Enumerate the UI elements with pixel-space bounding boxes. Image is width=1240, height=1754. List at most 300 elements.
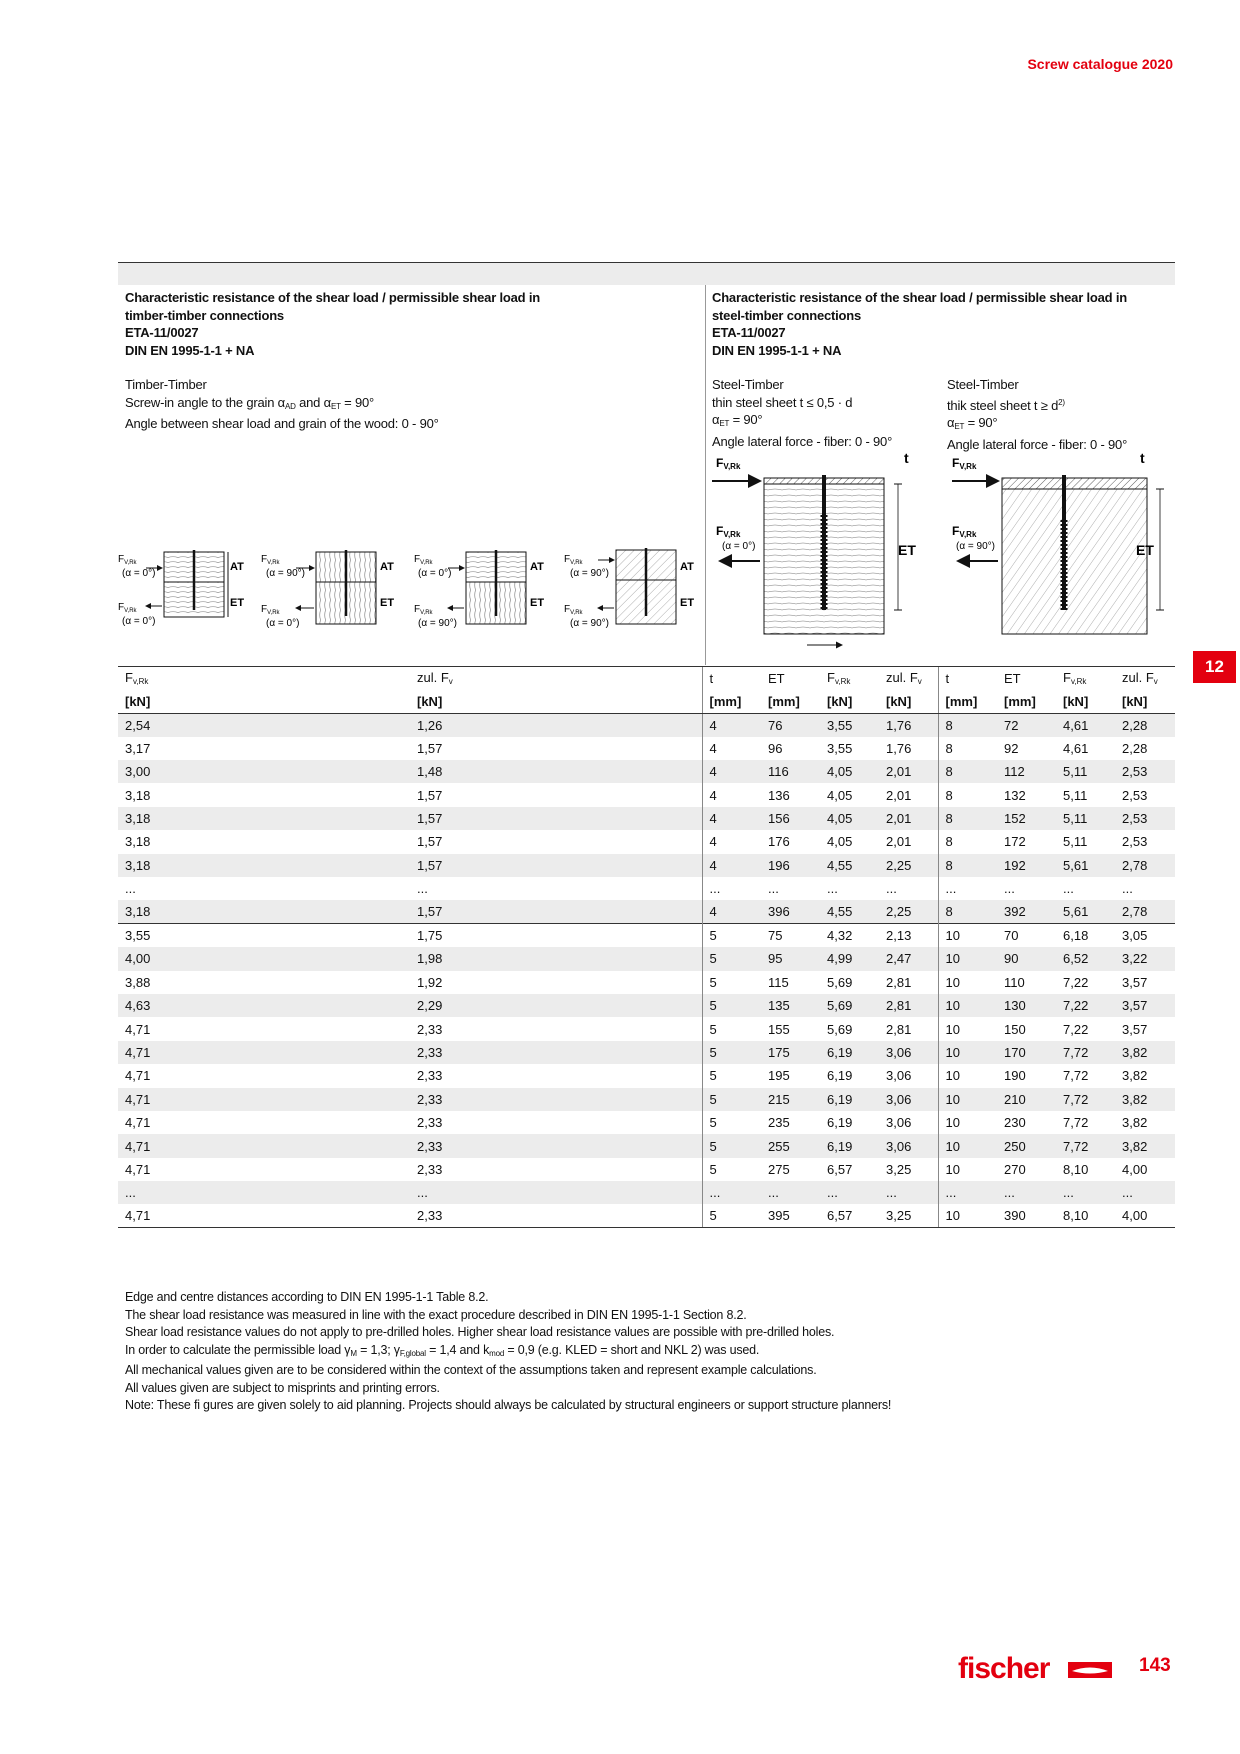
note-6: All values given are subject to misprints and printing errors. (125, 1380, 440, 1395)
table-cell: 3,88 (125, 974, 151, 990)
table-cell: 6,52 (1056, 947, 1115, 970)
table-cell: 5 (702, 971, 761, 994)
unit-cell: [kN] (410, 690, 702, 713)
table-cell: 10 (938, 971, 997, 994)
table-cell: 1,57 (417, 834, 443, 850)
table-cell: 255 (761, 1134, 820, 1157)
thin-sheet-case: Steel-Timber thin steel sheet t ≤ 0,5 · d $\alpha_{ET} = 90^\circ$ Angle lateral force - fiber: 0 - 90° (712, 377, 893, 449)
table-cell: 10 (938, 1111, 997, 1134)
table-cell: 5,11 (1063, 834, 1088, 850)
table-cell: 130 (997, 994, 1056, 1017)
table-cell: 2,29 (410, 994, 702, 1017)
table-cell: 3,55 (118, 924, 410, 947)
table-cell: 4 (702, 900, 761, 923)
table-cell: ... (938, 1181, 997, 1204)
left-screw-angle: Screw-in angle to the grain $\alpha_{AD}$ and $\alpha_{ET} = 90^\circ$ (125, 394, 375, 411)
table-cell: 4,55 (820, 854, 879, 877)
table-cell: 5,11 (1063, 787, 1088, 803)
table-cell: 4 (702, 760, 761, 783)
table-cell: 6,57 (827, 1161, 853, 1177)
table-cell: 4,71 (125, 1115, 151, 1131)
table-cell: ... (1122, 881, 1133, 897)
left-angle-line: Angle between shear load and grain of the wood: 0 - 90° (125, 416, 439, 431)
table-cell: 10 (938, 1017, 997, 1040)
svg-text:FV,Rk: $F_{V,Rk}$ (564, 554, 583, 566)
table-cell: 2,33 (410, 1134, 702, 1157)
table-cell: 2,53 (1122, 834, 1148, 850)
table-cell: 210 (997, 1088, 1056, 1111)
table-cell: 5 (702, 1158, 761, 1181)
unit-cell: [mm] (997, 690, 1056, 713)
table-cell: 7,22 (1063, 974, 1089, 990)
table-row (118, 1111, 1175, 1134)
table-cell: 116 (761, 760, 820, 783)
table-cell: 90 (997, 947, 1056, 970)
table-row (118, 877, 1175, 900)
table-cell: 250 (997, 1134, 1056, 1157)
table-row (118, 1088, 1175, 1111)
table-cell: 230 (1004, 1115, 1026, 1131)
table-cell: 3,17 (125, 740, 151, 756)
table-cell: 5 (702, 1204, 761, 1227)
svg-text:(α = 0°): (α = 0°) (418, 568, 452, 579)
table-cell: 3,82 (1122, 1068, 1148, 1084)
shear-load-table (118, 666, 1175, 1228)
right-din: DIN EN 1995-1-1 + NA (712, 342, 842, 358)
column-header: ET (761, 667, 820, 690)
svg-text:AT: AT (230, 561, 244, 573)
table-cell: 6,57 (820, 1204, 879, 1227)
table-cell: 2,01 (886, 834, 912, 850)
note-7: Note: These fi gures are given solely to aid planning. Projects should always be calculated by structural engineers or support structure planners! (125, 1398, 892, 1412)
svg-text:(α = 90°): (α = 90°) (956, 541, 995, 552)
table-cell: 7,72 (1063, 1115, 1089, 1131)
note-1: Edge and centre distances according to DIN EN 1995-1-1 Table 8.2. (125, 1290, 489, 1304)
table-cell: 4 (702, 737, 761, 760)
unit-cell: [mm] (702, 690, 761, 713)
table-cell: 392 (997, 900, 1056, 923)
table-cell: 175 (761, 1041, 820, 1064)
table-cell: 4,61 (1063, 740, 1089, 756)
unit-cell: [kN] (879, 690, 938, 713)
table-cell: 7,72 (1056, 1041, 1115, 1064)
table-cell: 10 (938, 1134, 997, 1157)
svg-text:(α = 90°): (α = 90°) (570, 568, 609, 579)
table-unit-row (118, 690, 1175, 713)
table-row (118, 900, 1175, 923)
table-cell: 2,13 (879, 924, 938, 947)
table-cell: 4,55 (820, 900, 879, 923)
table-cell: 70 (997, 924, 1056, 947)
table-cell: 275 (768, 1161, 790, 1177)
svg-text:(α = 90°): (α = 90°) (418, 618, 457, 629)
table-cell: ... (1056, 1181, 1115, 1204)
column-header: zul. $F_v$ (410, 667, 702, 690)
note-2: The shear load resistance was measured in line with the exact procedure described in DIN EN 1995-1-1 Section 8.2. (125, 1307, 747, 1322)
svg-text:FV,Rk: $F_{V,Rk}$ (261, 554, 280, 566)
table-cell: ... (827, 881, 838, 897)
table-cell: 2,33 (410, 1041, 702, 1064)
table-cell: 1,26 (410, 713, 702, 736)
table-cell: 8 (938, 713, 997, 736)
table-cell: 2,25 (879, 854, 938, 877)
table-cell: 72 (997, 713, 1056, 736)
table-cell: 96 (768, 740, 783, 756)
table-cell: ... (768, 881, 779, 897)
table-cell: 8 (938, 783, 997, 806)
left-title-1: Characteristic resistance of the shear load / permissible shear load in (125, 290, 540, 305)
table-cell: 5 (702, 1134, 761, 1157)
table-row (118, 807, 1175, 830)
svg-text:FV,Rk: $F_{V,Rk}$ (414, 554, 433, 566)
left-din: DIN EN 1995-1-1 + NA (125, 342, 255, 358)
table-cell: 3,06 (886, 1068, 912, 1084)
svg-text:AT: AT (680, 561, 694, 573)
table-cell: 395 (761, 1204, 820, 1227)
note-5: All mechanical values given are to be considered within the context of the assumptions taken and represent example calculations. (125, 1363, 817, 1377)
table-cell: 8 (938, 900, 997, 923)
table-cell: 8,10 (1063, 1161, 1089, 1177)
table-cell: 196 (761, 854, 820, 877)
table-cell: ... (879, 1181, 938, 1204)
unit-cell: [kN] (1115, 690, 1175, 713)
table-cell: 4 (702, 713, 761, 736)
unit-cell: [mm] (938, 690, 997, 713)
svg-text:AT: AT (530, 561, 544, 573)
table-cell: 5,69 (827, 974, 853, 990)
right-eta: ETA-11/0027 (712, 325, 786, 340)
table-cell: 10 (938, 1041, 997, 1064)
table-cell: 1,57 (417, 787, 443, 803)
column-header: ET (997, 667, 1056, 690)
table-cell: ... (118, 1181, 410, 1204)
svg-text:(α = 0°): (α = 0°) (122, 616, 156, 627)
table-cell: 2,53 (1115, 760, 1175, 783)
svg-text:FV,Rk: FV,Rk (952, 524, 977, 539)
table-cell: 2,28 (1122, 740, 1148, 756)
left-eta: ETA-11/0027 (125, 325, 199, 340)
svg-text:ET: ET (898, 542, 916, 558)
table-cell: 7,72 (1063, 1068, 1089, 1084)
table-cell: 8 (938, 854, 997, 877)
table-cell: 2,81 (886, 974, 912, 990)
svg-text:ET: ET (230, 597, 245, 609)
table-cell: 6,19 (820, 1088, 879, 1111)
svg-text:ET: ET (530, 597, 545, 609)
table-cell: 2,33 (417, 1161, 443, 1177)
table-row (118, 830, 1175, 853)
table-cell: 8 (938, 830, 997, 853)
table-cell: 2,28 (1115, 713, 1175, 736)
table-cell: 10 (938, 1088, 997, 1111)
table-cell: 4,05 (820, 760, 879, 783)
table-cell: 7,22 (1056, 994, 1115, 1017)
table-cell: 4,99 (820, 947, 879, 970)
table-cell: 3,18 (118, 807, 410, 830)
table-cell: 5 (702, 994, 761, 1017)
table-cell: 155 (768, 1021, 790, 1037)
table-cell: 2,78 (1115, 900, 1175, 923)
page-number: 143 (1139, 1655, 1171, 1676)
table-body (118, 713, 1175, 1228)
table-row (118, 924, 1175, 947)
table-cell: 3,18 (125, 834, 151, 850)
table-cell: 10 (938, 947, 997, 970)
table-cell: 1,57 (410, 854, 702, 877)
fischer-logo (958, 1650, 1118, 1686)
table-cell: 5,69 (827, 1021, 853, 1037)
left-title-2: timber-timber connections (125, 307, 284, 323)
svg-text:(α = 90°): (α = 90°) (266, 568, 305, 579)
table-cell: 5 (702, 1017, 761, 1040)
table-cell: 2,25 (879, 900, 938, 923)
table-cell: 176 (768, 834, 790, 850)
table-row (118, 994, 1175, 1017)
table-cell: 190 (1004, 1068, 1026, 1084)
table-cell: 2,81 (879, 994, 938, 1017)
table-cell: 1,98 (410, 947, 702, 970)
table-cell: 3,05 (1115, 924, 1175, 947)
table-cell: 3,25 (879, 1204, 938, 1227)
right-title-1: Characteristic resistance of the shear load / permissible shear load in (712, 290, 1127, 305)
table-cell: 110 (1004, 974, 1025, 990)
table-cell: 4,71 (118, 1041, 410, 1064)
thick-sheet-diagram (952, 450, 1164, 634)
table-cell: 4,05 (820, 807, 879, 830)
table-cell: 3,06 (879, 1134, 938, 1157)
table-cell: ... (1063, 881, 1074, 897)
catalogue-title: Screw catalogue 2020 (1027, 56, 1173, 72)
table-cell: 7,72 (1056, 1088, 1115, 1111)
table-cell: 3,22 (1115, 947, 1175, 970)
svg-text:AT: AT (380, 561, 394, 573)
table-cell: ... (410, 1181, 702, 1204)
table-cell: 2,01 (879, 807, 938, 830)
table-cell: 4,71 (118, 1204, 410, 1227)
left-case: Timber-Timber (125, 377, 207, 392)
table-cell: 1,92 (417, 974, 443, 990)
svg-text:(α = 90°): (α = 90°) (570, 618, 609, 629)
table-cell: 2,33 (417, 1068, 443, 1084)
note-4: In order to calculate the permissible load $\gamma_M = 1,3$; $\gamma_{F,global} = 1,4$ and $k_{mod} = 0,9$ (e.g. KLED = short and NKL 2) was used. (125, 1342, 760, 1358)
table-cell: 1,48 (410, 760, 702, 783)
table-cell: ... (702, 877, 761, 900)
right-title-2: steel-timber connections (712, 307, 862, 323)
table-cell: 3,57 (1122, 974, 1148, 990)
table-cell: 8 (938, 760, 997, 783)
column-header: $F_{v,Rk}$ (1056, 667, 1115, 690)
table-cell: 8,10 (1056, 1204, 1115, 1227)
table-cell: 3,06 (879, 1088, 938, 1111)
table-cell: 3,55 (820, 713, 879, 736)
table-cell: ... (417, 881, 428, 897)
table-cell: ... (938, 877, 997, 900)
table-cell: 76 (761, 713, 820, 736)
table-cell: 95 (761, 947, 820, 970)
table-cell: 4,00 (1122, 1161, 1148, 1177)
table-row (118, 760, 1175, 783)
table-cell: ... (125, 881, 136, 897)
column-separator (705, 285, 706, 665)
column-header: zul. $F_v$ (879, 667, 938, 690)
table-cell: 5,61 (1056, 854, 1115, 877)
svg-text:ET: ET (680, 597, 695, 609)
table-cell: 7,72 (1056, 1134, 1115, 1157)
thick-sheet-case: Steel-Timber thik steel sheet $t \ge d^{2)}$ $\alpha_{ET} = 90^\circ$ Angle lateral force - fiber: 0 - 90° (947, 377, 1128, 452)
table-cell: 4 (702, 854, 761, 877)
table-cell: 156 (761, 807, 820, 830)
table-cell: 2,01 (879, 760, 938, 783)
table-cell: 132 (1004, 787, 1026, 803)
table-cell: 2,53 (1122, 787, 1148, 803)
svg-text:t: t (904, 450, 909, 466)
table-cell: 3,82 (1115, 1134, 1175, 1157)
right-intro (712, 289, 1172, 452)
table-row (118, 1064, 1175, 1087)
svg-text:FV,Rk: $F_{V,Rk}$ (118, 602, 137, 614)
table-cell: 5,11 (1056, 760, 1115, 783)
table-cell: ... (761, 1181, 820, 1204)
table-cell: 3,25 (886, 1161, 912, 1177)
table-cell: 75 (761, 924, 820, 947)
table-cell: 4,71 (125, 1068, 151, 1084)
table-cell: ... (1115, 1181, 1175, 1204)
table-cell: 4 (702, 783, 761, 806)
diagram-3 (414, 550, 544, 629)
table-cell: 4,71 (118, 1134, 410, 1157)
column-header: zul. $F_v$ (1115, 667, 1175, 690)
svg-text:FV,Rk: $F_{V,Rk}$ (118, 554, 137, 566)
svg-text:(α = 0°): (α = 0°) (266, 618, 300, 629)
svg-text:(α = 0°): (α = 0°) (122, 568, 156, 579)
table-row (118, 971, 1175, 994)
table-cell: 2,47 (879, 947, 938, 970)
table-header-row (118, 667, 1175, 690)
table-cell: 2,81 (886, 1021, 912, 1037)
table-cell: 5,69 (820, 994, 879, 1017)
table-cell: 3,06 (886, 1115, 912, 1131)
table-cell: 4,05 (827, 834, 853, 850)
table-cell: 152 (997, 807, 1056, 830)
table-cell: 4,32 (820, 924, 879, 947)
svg-text:(α = 0°): (α = 0°) (722, 541, 756, 552)
timber-timber-diagrams (118, 540, 703, 650)
table-cell: 4,71 (125, 1161, 151, 1177)
table-cell: 10 (938, 1204, 997, 1227)
table-cell: 1,57 (417, 740, 443, 756)
table-cell: 10 (938, 1158, 997, 1181)
table-cell: 3,57 (1115, 994, 1175, 1017)
table-cell: ... (702, 1181, 761, 1204)
table-cell: 215 (761, 1088, 820, 1111)
table-cell: ... (886, 881, 897, 897)
table-cell: 6,19 (820, 1041, 879, 1064)
svg-text:FV,Rk: $F_{V,Rk}$ (261, 604, 280, 616)
table-row (118, 783, 1175, 806)
table-cell: 3,18 (125, 787, 151, 803)
unit-cell: [kN] (118, 690, 410, 713)
unit-cell: [kN] (1056, 690, 1115, 713)
svg-text:FV,Rk: $F_{V,Rk}$ (564, 604, 583, 616)
table-cell: 2,78 (1115, 854, 1175, 877)
svg-text:FV,Rk: FV,Rk (952, 456, 977, 471)
table-cell: 235 (768, 1115, 790, 1131)
table-cell: 135 (761, 994, 820, 1017)
svg-text:t: t (1140, 450, 1145, 466)
table-row (118, 1204, 1175, 1227)
table-cell: 4,63 (118, 994, 410, 1017)
table-row (118, 854, 1175, 877)
unit-cell: [kN] (820, 690, 879, 713)
table-cell: 2,33 (417, 1115, 443, 1131)
table-cell: 8 (938, 737, 997, 760)
table-cell: 2,01 (886, 787, 912, 803)
table-cell: 112 (997, 760, 1056, 783)
table-cell: 4,00 (1115, 1204, 1175, 1227)
table-cell: 4,61 (1056, 713, 1115, 736)
table-cell: 3,82 (1115, 1041, 1175, 1064)
table-row (118, 947, 1175, 970)
table-cell: 5,11 (1056, 807, 1115, 830)
left-intro (125, 289, 695, 433)
table-cell: 1,57 (410, 900, 702, 923)
table-cell: 3,18 (118, 854, 410, 877)
table-cell: 195 (768, 1068, 790, 1084)
table-cell: 2,54 (118, 713, 410, 736)
table-cell: 8 (938, 807, 997, 830)
column-header: $F_{v,Rk}$ (118, 667, 410, 690)
table-cell: 3,06 (879, 1041, 938, 1064)
table-cell: 5 (702, 1041, 761, 1064)
table-cell: ... (997, 1181, 1056, 1204)
table-cell: 5 (702, 1064, 761, 1087)
table-cell: 4,71 (125, 1021, 151, 1037)
diagram-2 (261, 550, 394, 629)
table-cell: 150 (1004, 1021, 1026, 1037)
table-cell: 2,33 (410, 1088, 702, 1111)
column-header: t (702, 667, 761, 690)
table-cell: 2,53 (1115, 807, 1175, 830)
table-cell: 115 (768, 974, 789, 990)
table-cell: 5 (702, 1111, 761, 1134)
table-cell: 4,05 (827, 787, 853, 803)
table-cell: 4,00 (118, 947, 410, 970)
table-cell: 10 (938, 994, 997, 1017)
svg-text:ET: ET (1136, 542, 1154, 558)
table-cell: 3,82 (1115, 1088, 1175, 1111)
table-cell: 2,33 (417, 1021, 443, 1037)
diagram-1 (118, 550, 244, 627)
table-cell: 1,75 (410, 924, 702, 947)
table-cell: 3,18 (118, 900, 410, 923)
table-cell: 1,57 (410, 807, 702, 830)
diagram-4 (564, 548, 694, 629)
table-cell: 192 (997, 854, 1056, 877)
table-cell: 5 (702, 947, 761, 970)
table-cell: 5,61 (1056, 900, 1115, 923)
table-row (118, 737, 1175, 760)
table-cell: 270 (1004, 1161, 1026, 1177)
table-row (118, 1134, 1175, 1157)
unit-cell: [mm] (761, 690, 820, 713)
table-row (118, 1041, 1175, 1064)
table-cell: 7,22 (1063, 1021, 1089, 1037)
table-cell: 5 (702, 1088, 761, 1111)
chapter-tab[interactable]: 12 (1193, 651, 1236, 683)
table-cell: 390 (997, 1204, 1056, 1227)
table-cell: 3,57 (1122, 1021, 1148, 1037)
column-header: $F_{v,Rk}$ (820, 667, 879, 690)
